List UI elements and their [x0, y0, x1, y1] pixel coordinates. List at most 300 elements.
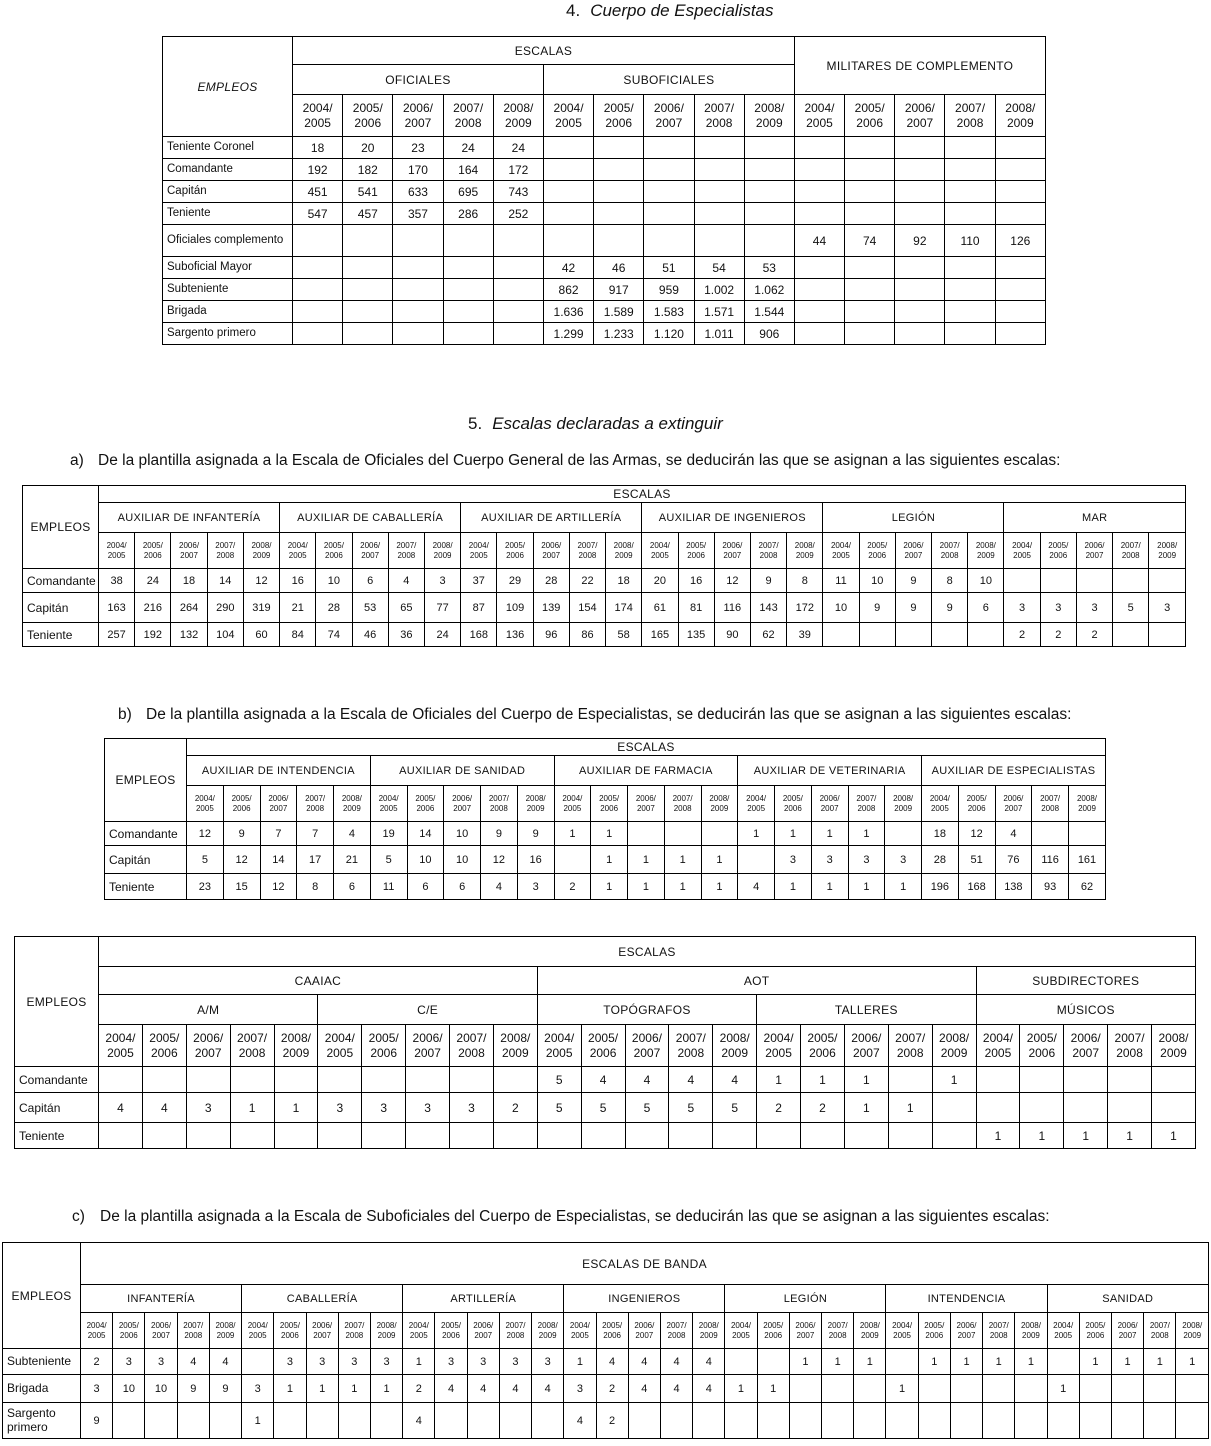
value-cell: 1 [591, 846, 628, 874]
value-cell [895, 137, 945, 159]
year-start: 2004/ [302, 100, 333, 115]
value-cell: 2 [403, 1375, 435, 1403]
value-cell: 1 [725, 1375, 757, 1403]
year-start: 2008/ [1076, 793, 1098, 803]
value-cell: 1 [1064, 1123, 1108, 1149]
year-start: 2005/ [1048, 540, 1069, 550]
value-cell: 58 [606, 623, 642, 647]
value-cell: 44 [794, 225, 844, 257]
group-header: AUXILIAR DE ESPECIALISTAS [922, 756, 1106, 786]
year-start: 2005/ [441, 1320, 462, 1330]
year-start: 2008/ [500, 1030, 531, 1045]
year-start: 2006/ [1084, 540, 1105, 550]
value-cell [823, 623, 859, 647]
year-start: 2005/ [602, 1320, 623, 1330]
value-cell: 3 [775, 846, 812, 874]
year-header [581, 1025, 625, 1067]
paragraph-label: b) [118, 706, 132, 723]
value-cell: 457 [343, 203, 393, 225]
value-cell: 135 [678, 623, 714, 647]
year-end: 2005 [1054, 1330, 1073, 1340]
year-header [995, 95, 1045, 137]
value-cell: 5 [187, 846, 224, 874]
year-end: 2006 [325, 550, 343, 560]
value-cell [1076, 569, 1112, 593]
year-start: 2006/ [1117, 1320, 1138, 1330]
value-cell [945, 203, 995, 225]
group-header: LEGIÓN [823, 503, 1004, 533]
year-end: 2007 [474, 1330, 493, 1340]
value-cell: 18 [171, 569, 207, 593]
value-cell: 104 [207, 623, 243, 647]
value-cell [537, 1123, 581, 1149]
value-cell [886, 1349, 918, 1375]
year-start: 2004/ [105, 1030, 136, 1045]
value-cell: 1 [1112, 1349, 1144, 1375]
year-start: 2006/ [412, 1030, 443, 1045]
value-cell [644, 225, 694, 257]
value-cell: 17 [297, 846, 334, 874]
year-end: 2009 [1078, 803, 1096, 813]
value-cell: 10 [407, 846, 444, 874]
table-row [15, 1093, 1196, 1123]
value-cell: 4 [713, 1067, 757, 1093]
value-cell: 126 [995, 225, 1045, 257]
value-cell: 10 [968, 569, 1004, 593]
value-cell: 168 [461, 623, 497, 647]
year-start: 2004/ [763, 1030, 794, 1045]
year-start: 2007/ [666, 1320, 687, 1330]
value-cell: 264 [171, 593, 207, 623]
value-cell: 12 [223, 846, 260, 874]
value-cell [594, 137, 644, 159]
year-end: 2009 [614, 550, 633, 560]
value-cell: 24 [493, 137, 543, 159]
year-start: 2004/ [982, 1030, 1013, 1045]
value-cell: 1 [848, 822, 885, 846]
year-end: 2005 [87, 1330, 106, 1340]
year-start: 2008/ [794, 540, 815, 550]
value-cell: 8 [297, 874, 334, 900]
subgroup-header: C/E [318, 995, 537, 1025]
year-header [543, 95, 593, 137]
value-cell: 4 [693, 1375, 725, 1403]
value-cell [293, 257, 343, 279]
year-header [334, 786, 371, 822]
value-cell: 21 [334, 846, 371, 874]
value-cell: 1 [230, 1093, 274, 1123]
value-cell [1079, 1403, 1111, 1439]
year-start: 2007/ [856, 793, 877, 803]
year-start: 2005/ [867, 540, 888, 550]
year-header [207, 533, 243, 569]
year-header [1004, 533, 1040, 569]
year-end: 2005 [469, 550, 488, 560]
year-end: 2009 [377, 1330, 396, 1340]
year-end: 2006 [967, 803, 986, 813]
value-cell: 3 [406, 1093, 450, 1123]
year-start: 2007/ [675, 1030, 706, 1045]
value-cell: 12 [243, 569, 279, 593]
value-cell: 165 [642, 623, 678, 647]
value-cell [393, 301, 443, 323]
group-header: CABALLERÍA [242, 1285, 403, 1313]
value-cell [1149, 569, 1186, 593]
year-start: 2008/ [503, 100, 534, 115]
year-end: 2007 [542, 550, 561, 560]
value-cell [794, 257, 844, 279]
year-header [293, 95, 343, 137]
table-row [163, 301, 1046, 323]
year-end: 2006 [589, 1045, 617, 1060]
year-row [163, 95, 1046, 137]
table-row [23, 569, 1186, 593]
value-cell: 319 [243, 593, 279, 623]
year-end: 2006 [1028, 1045, 1056, 1060]
row-label: Comandante [23, 569, 99, 593]
year-header [569, 533, 605, 569]
year-start: 2007/ [453, 100, 484, 115]
year-start: 2008/ [719, 1030, 750, 1045]
value-cell: 4 [481, 874, 518, 900]
year-start: 2006/ [473, 1320, 494, 1330]
group-header: MAR [1004, 503, 1186, 533]
year-header [789, 1313, 821, 1349]
value-cell [744, 225, 794, 257]
year-end: 2005 [195, 803, 214, 813]
value-cell [177, 1403, 209, 1439]
value-cell: 86 [569, 623, 605, 647]
year-header [493, 95, 543, 137]
value-cell: 3 [1004, 593, 1040, 623]
value-cell [694, 159, 744, 181]
year-end: 2006 [925, 1330, 944, 1340]
empleos-header: EMPLEOS [3, 1243, 81, 1349]
value-cell: 16 [678, 569, 714, 593]
group-header: AUXILIAR DE SANIDAD [370, 756, 554, 786]
year-end: 2006 [354, 115, 382, 130]
escalas-header: ESCALAS DE BANDA [81, 1243, 1209, 1285]
value-cell: 96 [533, 623, 569, 647]
year-end: 2006 [416, 803, 435, 813]
value-cell: 451 [293, 181, 343, 203]
table-b-continued [14, 936, 1196, 1149]
value-cell [1108, 1093, 1152, 1123]
value-cell [995, 181, 1045, 203]
year-start: 2008/ [432, 540, 453, 550]
value-cell [995, 279, 1045, 301]
group-header: AUXILIAR DE VETERINARIA [738, 756, 922, 786]
value-cell: 1 [306, 1375, 338, 1403]
year-header [1015, 1313, 1047, 1349]
year-header [209, 1313, 241, 1349]
value-cell [976, 1067, 1020, 1093]
value-cell: 1.571 [694, 301, 744, 323]
year-start: 2007/ [183, 1320, 204, 1330]
year-end: 2009 [755, 115, 783, 130]
value-cell: 4 [669, 1067, 713, 1093]
value-cell: 4 [625, 1067, 669, 1093]
year-start: 2008/ [709, 793, 730, 803]
year-start: 2007/ [1120, 540, 1141, 550]
value-cell [854, 1375, 886, 1403]
value-cell [142, 1067, 186, 1093]
year-end: 2006 [150, 1045, 178, 1060]
year-header [888, 1025, 932, 1067]
value-cell: 12 [714, 569, 750, 593]
value-cell: 2 [1076, 623, 1112, 647]
value-cell: 1 [274, 1093, 318, 1123]
value-cell: 10 [113, 1375, 145, 1403]
value-cell [757, 1403, 789, 1439]
paragraph-b [118, 706, 1071, 724]
value-cell: 10 [859, 569, 895, 593]
value-cell: 3 [1076, 593, 1112, 623]
value-cell [493, 225, 543, 257]
value-cell: 4 [435, 1375, 467, 1403]
value-cell: 168 [958, 874, 995, 900]
value-cell: 3 [274, 1349, 306, 1375]
value-cell: 633 [393, 181, 443, 203]
year-header [725, 1313, 757, 1349]
year-start: 2006/ [452, 793, 473, 803]
value-cell [628, 1403, 660, 1439]
year-start: 2004/ [1053, 1320, 1074, 1330]
value-cell: 14 [260, 846, 297, 874]
value-cell [744, 203, 794, 225]
year-header [403, 1313, 435, 1349]
value-cell [443, 257, 493, 279]
year-header [223, 786, 260, 822]
year-header [801, 1025, 845, 1067]
value-cell [1112, 1375, 1144, 1403]
year-header [406, 1025, 450, 1067]
value-cell [854, 1403, 886, 1439]
value-cell: 3 [811, 846, 848, 874]
value-cell [543, 225, 593, 257]
year-end: 2009 [1006, 115, 1034, 130]
year-header [757, 1313, 789, 1349]
year-start: 2006/ [312, 1320, 333, 1330]
value-cell: 9 [209, 1375, 241, 1403]
year-end: 2005 [107, 550, 126, 560]
value-cell: 3 [467, 1349, 499, 1375]
year-end: 2006 [809, 1045, 836, 1060]
year-start: 2007/ [505, 1320, 526, 1330]
year-start: 2007/ [488, 793, 509, 803]
value-cell [644, 181, 694, 203]
value-cell: 9 [223, 822, 260, 846]
year-start: 2004/ [468, 540, 489, 550]
value-cell: 1 [983, 1349, 1015, 1375]
year-end: 2007 [636, 803, 655, 813]
value-cell [794, 137, 844, 159]
milcomp-header: MILITARES DE COMPLEMENTO [794, 37, 1045, 95]
year-header [628, 786, 665, 822]
value-cell: 93 [1032, 874, 1069, 900]
value-cell: 1 [1079, 1349, 1111, 1375]
value-cell [99, 1067, 143, 1093]
value-cell [1047, 1403, 1079, 1439]
table-row [3, 1349, 1209, 1375]
value-cell [343, 323, 393, 345]
year-header [750, 533, 786, 569]
value-cell [594, 159, 644, 181]
value-cell: 9 [859, 593, 895, 623]
value-cell: 1 [1176, 1349, 1209, 1375]
value-cell [895, 203, 945, 225]
value-cell: 164 [443, 159, 493, 181]
value-cell: 7 [297, 822, 334, 846]
value-cell [493, 301, 543, 323]
value-cell [859, 623, 895, 647]
value-cell [888, 1123, 932, 1149]
year-end: 2007 [1118, 1330, 1137, 1340]
year-header [145, 1313, 177, 1349]
section-number: 5. [468, 414, 483, 433]
value-cell: 3 [338, 1349, 370, 1375]
subgroup-header: A/M [99, 995, 318, 1025]
year-header [142, 1025, 186, 1067]
year-header [1076, 533, 1112, 569]
value-cell: 138 [995, 874, 1032, 900]
value-cell: 1 [1015, 1349, 1047, 1375]
year-end: 2008 [397, 550, 416, 560]
year-start: 2006/ [722, 540, 743, 550]
year-header [564, 1313, 596, 1349]
row-label: Teniente [15, 1123, 99, 1149]
table-row [163, 203, 1046, 225]
year-header [297, 786, 334, 822]
year-start: 2006/ [179, 540, 200, 550]
value-cell [362, 1067, 406, 1093]
value-cell: 65 [388, 593, 424, 623]
paragraph-text: De la plantilla asignada a la Escala de Oficiales del Cuerpo de Especialistas, se deducirán las que se asignan a las siguientes escalas: [146, 706, 1072, 723]
value-cell [895, 301, 945, 323]
year-end: 2006 [856, 115, 883, 130]
table-row [105, 846, 1106, 874]
year-header [135, 533, 171, 569]
year-start: 2004/ [804, 100, 835, 115]
year-start: 2005/ [588, 1030, 619, 1045]
year-end: 2006 [442, 1330, 460, 1340]
year-end: 2005 [570, 1330, 589, 1340]
value-cell [142, 1123, 186, 1149]
year-header [811, 786, 848, 822]
value-cell: 1 [370, 1375, 402, 1403]
value-cell: 1.589 [594, 301, 644, 323]
year-end: 2006 [783, 803, 802, 813]
year-header [274, 1313, 306, 1349]
year-header [995, 786, 1032, 822]
value-cell [543, 137, 593, 159]
value-cell [145, 1403, 177, 1439]
year-start: 2007/ [1040, 793, 1061, 803]
year-start: 2008/ [859, 1320, 880, 1330]
empleos-header: EMPLEOS [163, 37, 293, 137]
value-cell [895, 159, 945, 181]
year-start: 2005/ [118, 1320, 139, 1330]
subgroup-header: TOPÓGRAFOS [537, 995, 756, 1025]
year-end: 2005 [893, 1330, 911, 1340]
value-cell: 1.299 [543, 323, 593, 345]
value-cell [186, 1067, 230, 1093]
value-cell: 18 [606, 569, 642, 593]
year-header [274, 1025, 318, 1067]
value-cell: 42 [543, 257, 593, 279]
value-cell: 4 [596, 1349, 628, 1375]
year-start: 2004/ [1012, 540, 1033, 550]
year-start: 2006/ [903, 540, 924, 550]
value-cell: 4 [995, 822, 1032, 846]
year-start: 2007/ [215, 540, 236, 550]
cuerpo-especialistas-table [162, 36, 1046, 345]
year-end: 2007 [453, 803, 472, 813]
value-cell [694, 225, 744, 257]
year-end: 2007 [313, 1330, 332, 1340]
year-start: 2008/ [537, 1320, 558, 1330]
header-row [105, 739, 1106, 756]
value-cell: 1 [976, 1123, 1020, 1149]
value-cell: 110 [945, 225, 995, 257]
header-row [23, 486, 1186, 503]
year-end: 2005 [650, 550, 669, 560]
value-cell [554, 846, 591, 874]
year-header [280, 533, 316, 569]
year-end: 2009 [710, 803, 729, 813]
value-cell: 132 [171, 623, 207, 647]
value-cell [757, 1349, 789, 1375]
year-start: 2004/ [649, 540, 670, 550]
value-cell: 7 [260, 822, 297, 846]
value-cell: 743 [493, 181, 543, 203]
value-cell [443, 279, 493, 301]
year-start: 2008/ [251, 540, 272, 550]
escalas-header: ESCALAS [99, 937, 1196, 967]
value-cell: 5 [625, 1093, 669, 1123]
value-cell: 92 [895, 225, 945, 257]
value-cell: 3 [186, 1093, 230, 1123]
value-cell: 62 [750, 623, 786, 647]
year-header [316, 533, 352, 569]
year-end: 2006 [119, 1330, 138, 1340]
value-cell: 51 [958, 846, 995, 874]
value-cell: 12 [260, 874, 297, 900]
table-row [163, 159, 1046, 181]
value-cell [738, 846, 775, 874]
table-row [15, 1067, 1196, 1093]
table-row [105, 822, 1106, 846]
value-cell: 5 [537, 1067, 581, 1093]
year-header [81, 1313, 113, 1349]
year-end: 2005 [545, 1045, 573, 1060]
value-cell [318, 1123, 362, 1149]
year-end: 2009 [342, 803, 361, 813]
value-cell [406, 1123, 450, 1149]
value-cell: 6 [352, 569, 388, 593]
value-cell: 20 [343, 137, 393, 159]
row-label: Comandante [105, 822, 187, 846]
value-cell: 15 [223, 874, 260, 900]
year-start: 2007/ [955, 100, 986, 115]
header-row [3, 1243, 1209, 1285]
value-cell: 5 [370, 846, 407, 874]
value-cell: 1 [918, 1349, 950, 1375]
value-cell: 1 [403, 1349, 435, 1375]
value-cell [1004, 569, 1040, 593]
year-header [187, 786, 224, 822]
row-label: Teniente [23, 623, 99, 647]
